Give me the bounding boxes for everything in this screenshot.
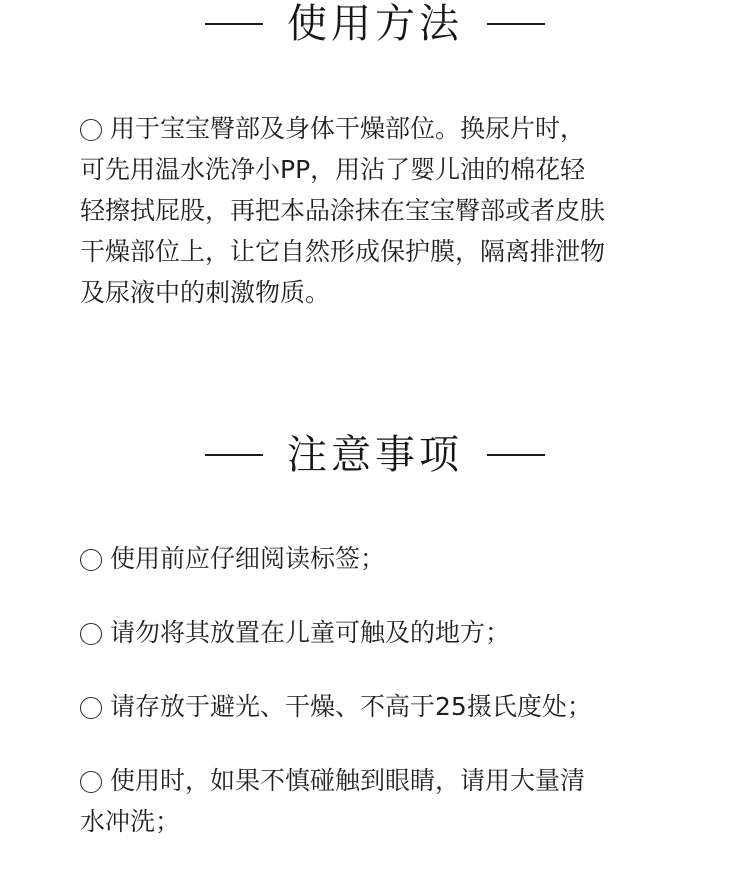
circle-bullet-icon xyxy=(80,623,102,645)
note-item-4: 使用时，如果不慎碰触到眼睛，请用大量清 水冲洗； xyxy=(80,766,586,836)
circle-bullet-icon xyxy=(80,119,102,141)
notes-title: 注意事项 xyxy=(287,432,463,478)
note-item-1: 使用前应仔细阅读标签； xyxy=(80,538,680,579)
usage-line-5: 及尿液中的刺激物质。 xyxy=(80,278,331,307)
circle-bullet-icon xyxy=(80,771,102,793)
heading-rule-left xyxy=(205,454,263,456)
heading-rule-right xyxy=(487,23,545,25)
usage-line-2: 可先用温水洗净小PP，用沾了婴儿油的棉花轻 xyxy=(80,155,586,184)
usage-line-3: 轻擦拭屁股，再把本品涂抹在宝宝臀部或者皮肤 xyxy=(80,196,606,225)
heading-rule-left xyxy=(205,23,263,25)
circle-bullet-icon xyxy=(80,549,102,571)
usage-line-1: 用于宝宝臀部及身体干燥部位。换尿片时， xyxy=(80,108,680,149)
usage-line-4: 干燥部位上，让它自然形成保护膜，隔离排泄物 xyxy=(80,237,606,266)
heading-rule-right xyxy=(487,454,545,456)
usage-paragraph xyxy=(80,108,680,313)
usage-title: 使用方法 xyxy=(287,1,463,47)
note-item-2: 请勿将其放置在儿童可触及的地方； xyxy=(80,612,680,653)
note-item-3: 请存放于避光、干燥、不高于25摄氏度处； xyxy=(80,686,680,727)
notes-heading xyxy=(0,431,750,479)
usage-heading xyxy=(0,0,750,48)
circle-bullet-icon xyxy=(80,697,102,719)
